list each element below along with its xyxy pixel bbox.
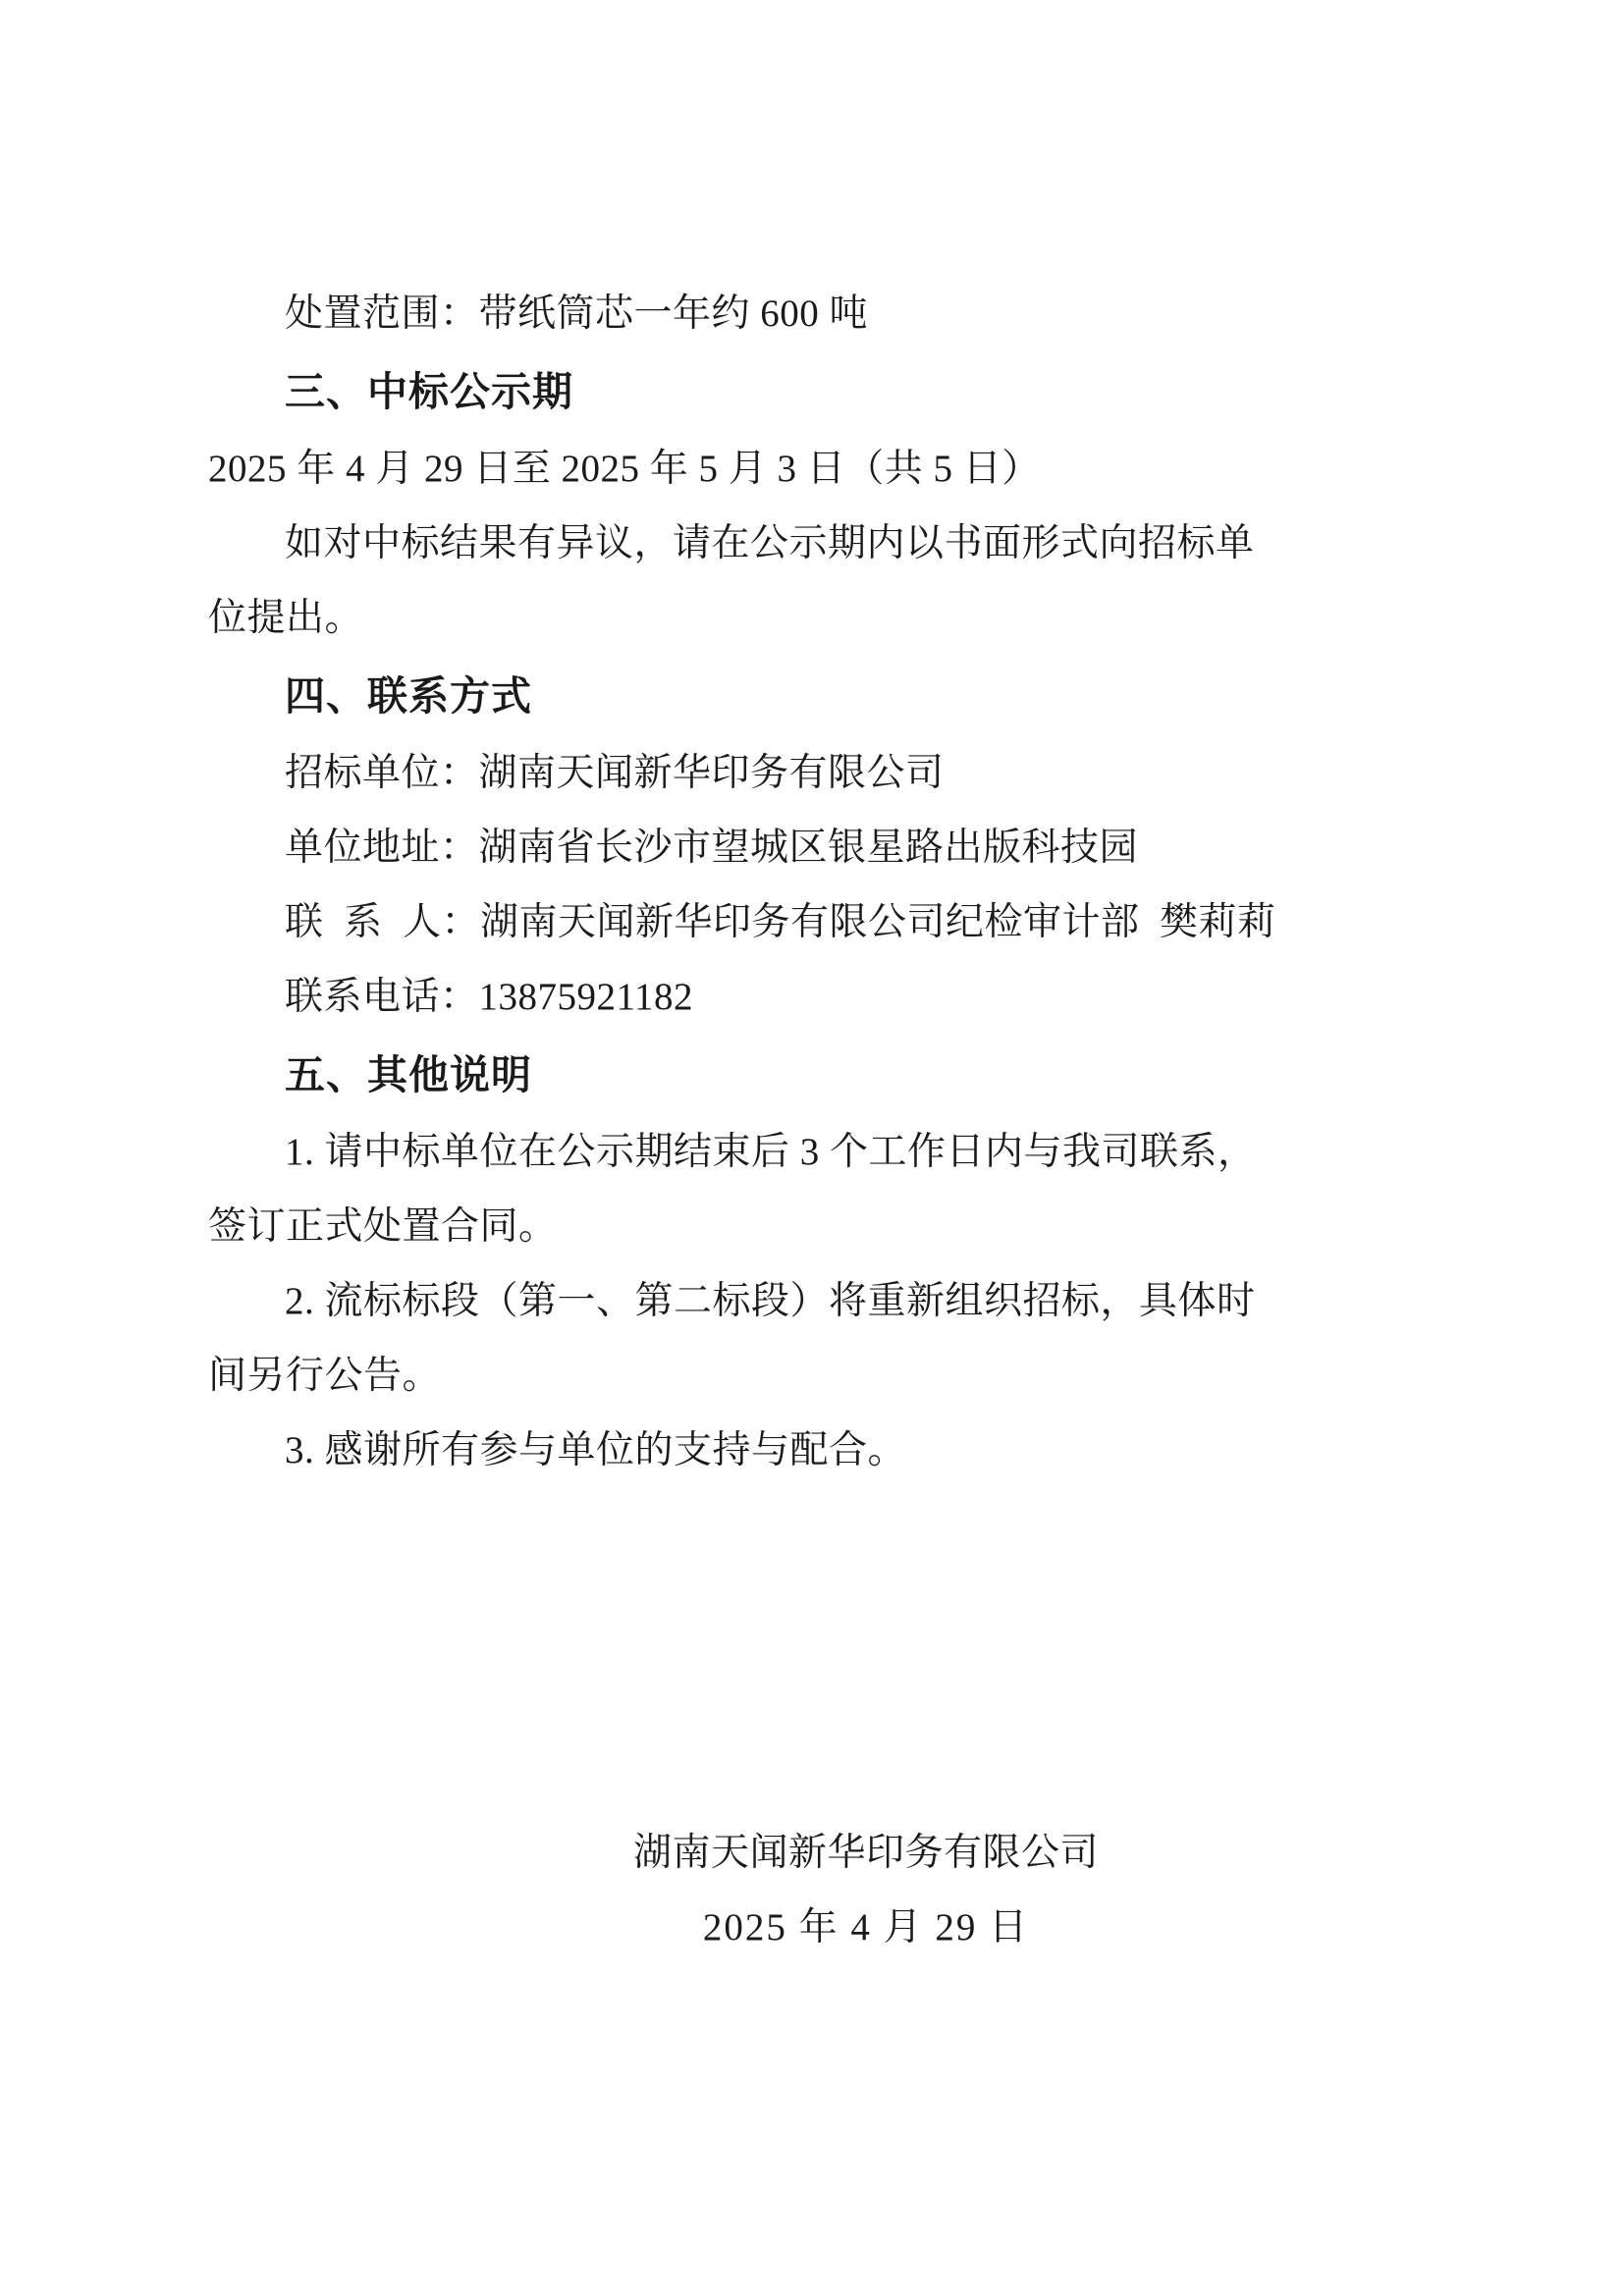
- scope-line: 处置范围：带纸筒芯一年约 600 吨: [285, 293, 869, 335]
- signature-company: 湖南天闻新华印务有限公司: [632, 1832, 1099, 1874]
- contact-phone-line: 联系电话：13875921182: [285, 976, 694, 1018]
- signature-date: 2025 年 4 月 29 日: [702, 1906, 1030, 1949]
- other-note-2-line-2: 间另行公告。: [208, 1355, 442, 1397]
- other-note-1-line-2: 签订正式处置合同。: [208, 1205, 558, 1248]
- tender-unit-line: 招标单位：湖南天闻新华印务有限公司: [285, 752, 945, 794]
- other-note-2-line-1: 2. 流标标段（第一、第二标段）将重新组织招标，具体时: [285, 1280, 1256, 1322]
- document-body: [208, 277, 1416, 1488]
- section-four-heading: 四、联系方式: [285, 673, 532, 719]
- signature-block: [208, 1816, 1416, 1965]
- objection-note-line-1: 如对中标结果有异议，请在公示期内以书面形式向招标单: [285, 522, 1255, 564]
- other-note-1-line-1: 1. 请中标单位在公示期结束后 3 个工作日内与我司联系，: [285, 1131, 1257, 1173]
- objection-note-line-2: 位提出。: [208, 597, 364, 639]
- section-five-heading: 五、其他说明: [285, 1052, 532, 1097]
- contact-person-line: 联 系 人：湖南天闻新华印务有限公司纪检审计部 樊莉莉: [285, 901, 1276, 943]
- section-three-heading: 三、中标公示期: [285, 369, 573, 414]
- publicity-period: 2025 年 4 月 29 日至 2025 年 5 月 3 日（共 5 日）: [208, 448, 1041, 490]
- unit-address-line: 单位地址：湖南省长沙市望城区银星路出版科技园: [285, 827, 1139, 869]
- other-note-3: 3. 感谢所有参与单位的支持与配合。: [285, 1429, 907, 1471]
